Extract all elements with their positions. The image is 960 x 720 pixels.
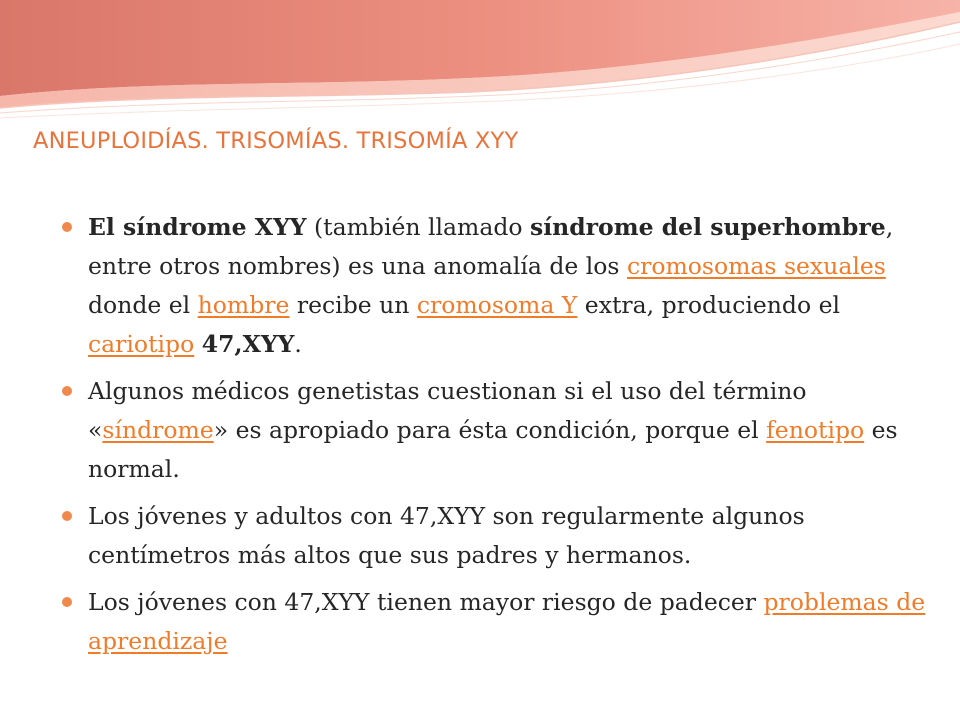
link-cromosoma-y[interactable]: cromosoma Y [416, 291, 578, 319]
bold-term: síndrome del superhombre [530, 213, 886, 241]
link-fenotipo[interactable]: fenotipo [766, 416, 865, 444]
text-run: , entre otros nombres) es una anomalía de los [88, 213, 894, 280]
link-problemas-de-aprendizaje[interactable]: problemas de aprendizaje [88, 588, 926, 655]
bullet-item [60, 497, 930, 575]
bullet-dot-icon [62, 597, 72, 607]
link-cromosomas-sexuales[interactable]: cromosomas sexuales [626, 252, 886, 280]
text-run: Algunos médicos genetistas cuestionan si el uso del término « [88, 377, 807, 444]
text-run: recibe un [289, 291, 417, 319]
link-sindrome[interactable]: síndrome [102, 416, 214, 444]
text-run: donde el [88, 291, 198, 319]
bullet-dot-icon [62, 386, 72, 396]
bullet-dot-icon [62, 222, 72, 232]
link-cariotipo[interactable]: cariotipo [88, 330, 195, 358]
text-run [194, 330, 201, 358]
text-run: Los jóvenes y adultos con 47,XYY son regularmente algunos centímetros más altos que sus padres y hermanos. [88, 502, 805, 569]
bullet-list [60, 208, 930, 669]
bullet-item [60, 372, 930, 489]
bullet-dot-icon [62, 511, 72, 521]
text-run: es normal. [88, 416, 898, 483]
text-run: » es apropiado para ésta condición, porque el [213, 416, 767, 444]
text-run: . [294, 330, 302, 358]
decorative-wave-banner [0, 0, 960, 120]
bullet-item [60, 583, 930, 661]
text-run: extra, produciendo el [577, 291, 840, 319]
bold-term: El síndrome XYY [88, 213, 307, 241]
bullet-item [60, 208, 930, 364]
link-hombre[interactable]: hombre [197, 291, 290, 319]
text-run: Los jóvenes con 47,XYY tienen mayor riesgo de padecer [88, 588, 764, 616]
text-run: (también llamado [306, 213, 530, 241]
slide-title: ANEUPLOIDÍAS. TRISOMÍAS. TRISOMÍA XYY [33, 128, 519, 154]
bold-term: 47,XYY [201, 330, 295, 358]
